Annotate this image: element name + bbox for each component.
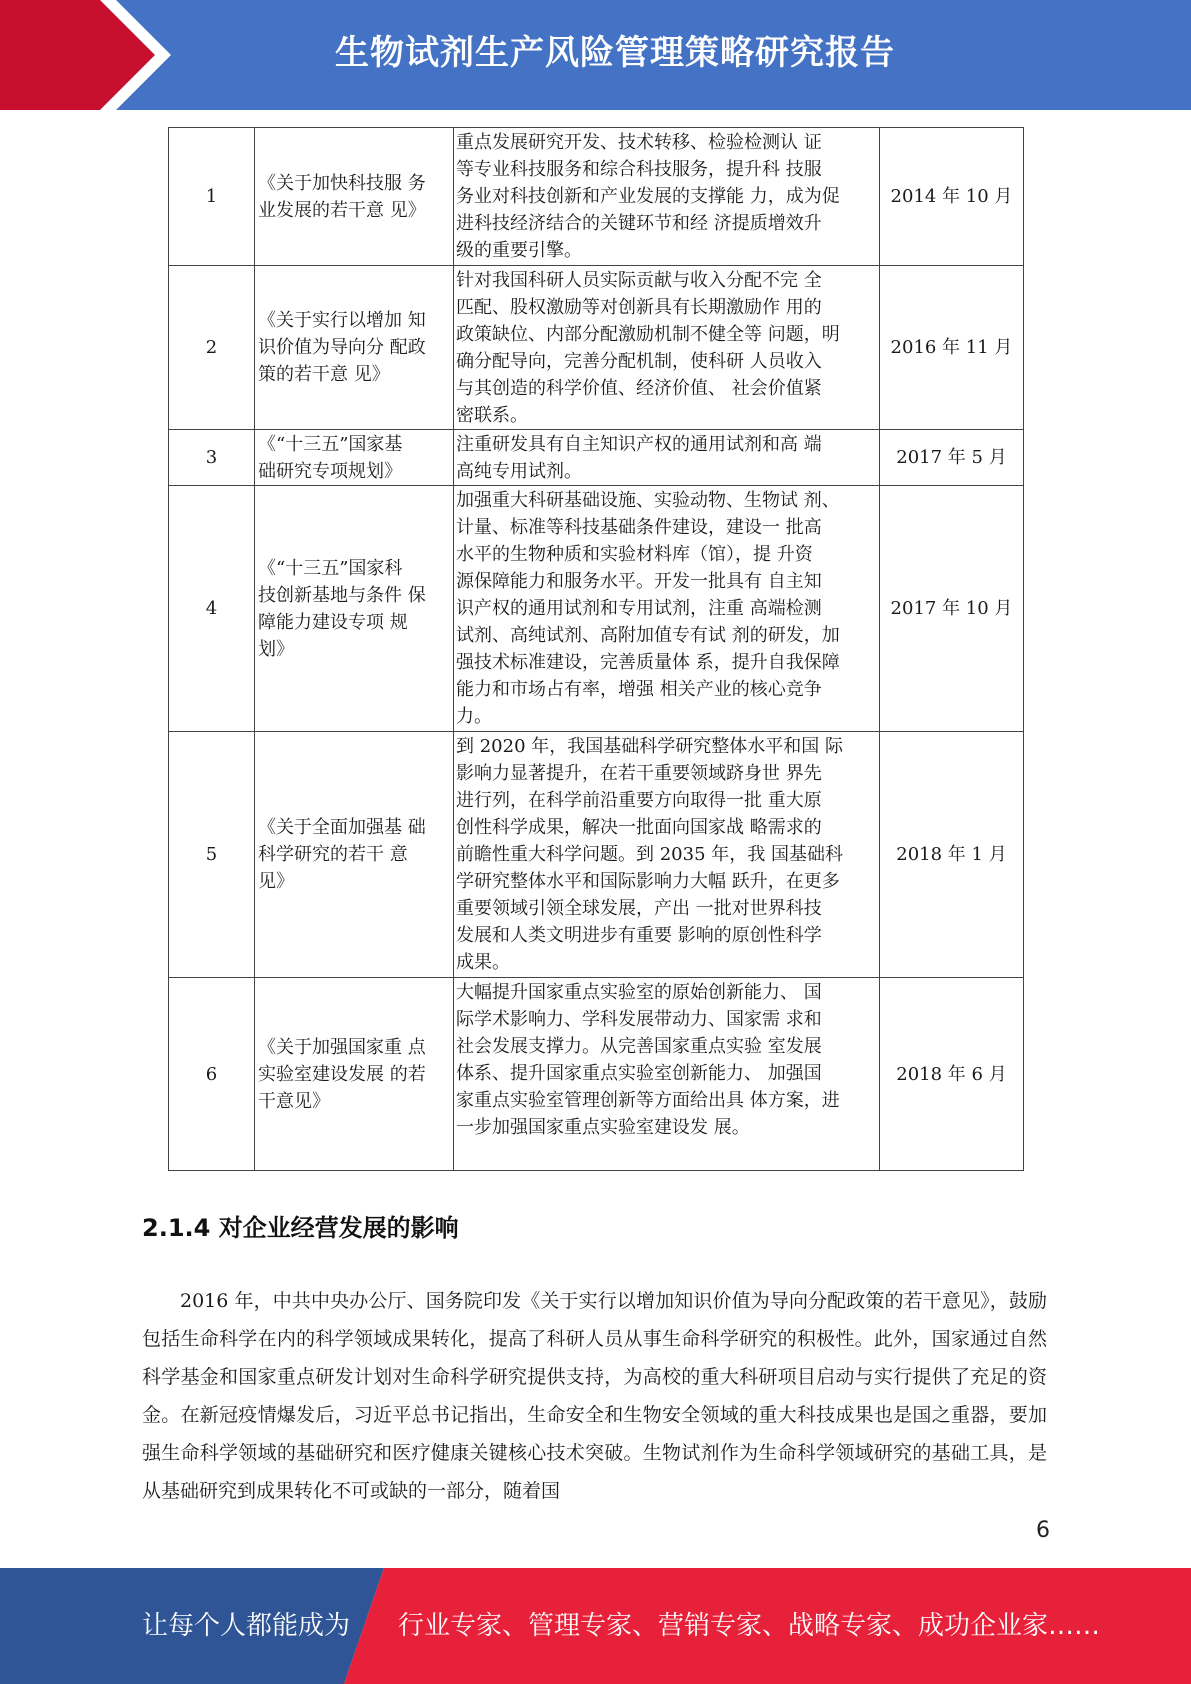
policy-name-line: 《关于加强国家重 点 [258,1036,426,1058]
policy-name-cell [255,486,454,732]
policy-content-line: 识产权的通用试剂和专用试剂，注重 高端检测 [456,598,822,619]
page-number: 6 [1036,1518,1050,1543]
policy-content-line: 针对我国科研人员实际贡献与收入分配不完 全 [456,270,822,291]
policy-content-line: 学研究整体水平和国际影响力大幅 跃升，在更多 [456,871,840,892]
policy-content-line: 到 2020 年，我国基础科学研究整体水平和国 际 [456,736,843,757]
policy-content-line: 试剂、高纯试剂、高附加值专有试 剂的研发，加 [456,625,840,646]
policy-content-line: 计量、标准等科技基础条件建设，建设一 批高 [456,517,822,538]
policy-date-cell: 2016 年 11 月 [880,266,1024,430]
policy-content-line: 重点发展研究开发、技术转移、检验检测认 证 [456,132,822,153]
policy-content-line: 注重研发具有自主知识产权的通用试剂和高 端 [456,434,822,455]
policy-content-line: 家重点实验室管理创新等方面给出具 体方案，进 [456,1090,840,1111]
policy-date-cell: 2018 年 6 月 [880,978,1024,1171]
policy-name-line: 《“十三五”国家基 [258,433,403,455]
page-header [0,0,1191,110]
policy-name-cell [255,430,454,486]
header-arrow-decoration [0,0,300,110]
policy-content-cell [454,128,880,266]
policy-content-line: 发展和人类文明进步有重要 影响的原创性科学 [456,925,822,946]
policy-name-line: 干意见》 [258,1090,330,1112]
policy-date-cell: 2017 年 10 月 [880,486,1024,732]
policy-content-cell [454,978,880,1171]
policy-name-cell [255,732,454,978]
policy-content-line: 体系、提升国家重点实验室创新能力、 加强国 [456,1063,822,1084]
policy-name-line: 识价值为导向分 配政 [258,337,426,358]
policy-content-line: 创性科学成果，解决一批面向国家战 略需求的 [456,817,822,838]
policy-content-cell [454,266,880,430]
policy-content-line: 影响力显著提升，在若干重要领域跻身世 界先 [456,763,822,784]
table-row [169,732,1024,978]
table-row [169,978,1024,1171]
policy-name-cell [255,266,454,430]
policy-content-line: 成果。 [456,952,510,973]
policy-content-line: 能力和市场占有率，增强 相关产业的核心竞争 [456,679,822,700]
policy-content-cell [454,486,880,732]
policy-content-line: 加强重大科研基础设施、实验动物、生物试 剂、 [456,490,840,511]
table-row [169,430,1024,486]
policy-content-line: 强技术标准建设，完善质量体 系，提升自我保障 [456,652,840,673]
policy-name-line: 见》 [258,871,294,892]
row-number-cell: 2 [169,266,255,430]
policy-content-line: 务业对科技创新和产业发展的支撑能 力，成为促 [456,186,840,207]
policy-name-line: 划》 [258,638,294,660]
page-footer [0,1568,1191,1684]
policy-table-body [169,128,1024,1171]
footer-slogan-left: 让每个人都能成为 [142,1611,351,1641]
policy-content-line: 前瞻性重大科学问题。到 2035 年，我 国基础科 [456,844,843,865]
policy-name-line: 《关于实行以增加 知 [258,310,426,331]
policy-name-line: 实验室建设发展 的若 [258,1063,426,1085]
body-paragraph: 2016 年，中共中央办公厅、国务院印发《关于实行以增加知识价值为导向分配政策的若干意见》，鼓励包括生命科学在内的科学领域成果转化，提高了科研人员从事生命科学研究的积极性。此外，国家通过自然科学基金和国家重点研发计划对生命科学研究提供支持，为高校的重大科研项目启动与实行提供了充足的资金。在新冠疫情爆发后，习近平总书记指出，生命安全和生物安全领域的重大科技成果也是国之重器，要加强生命科学领域的基础研究和医疗健康关键核心技术突破。生物试剂作为生命科学领域研究的基础工具，是从基础研究到成果转化不可或缺的一部分，随着国 [142,1290,1047,1502]
policy-content-line: 源保障能力和服务水平。开发一批具有 自主知 [456,571,822,592]
policy-date-cell: 2018 年 1 月 [880,732,1024,978]
policy-name-cell [255,128,454,266]
policy-content-cell [454,430,880,486]
footer-slogan-right: 行业专家、管理专家、营销专家、战略专家、成功企业家…… [398,1611,1101,1641]
policy-name-line: 业发展的若干意 见》 [258,199,426,221]
policy-content-line: 高纯专用试剂。 [456,461,582,482]
policy-name-line: 技创新基地与条件 保 [258,584,426,606]
policy-content-line: 际学术影响力、学科发展带动力、国家需 求和 [456,1009,822,1030]
policy-name-line: 《关于全面加强基 础 [258,817,426,838]
policy-content-cell [454,732,880,978]
policy-name-cell [255,978,454,1171]
policy-table [168,127,1024,1171]
table-row [169,486,1024,732]
header-title: 生物试剂生产风险管理策略研究报告 [335,33,895,73]
policy-date-cell: 2014 年 10 月 [880,128,1024,266]
row-number-cell: 4 [169,486,255,732]
policy-name-line: 《“十三五”国家科 [258,557,403,579]
section-heading: 2.1.4 对企业经营发展的影响 [142,1214,459,1242]
policy-content-line: 密联系。 [456,405,528,426]
policy-content-line: 进科技经济结合的关键环节和经 济提质增效升 [456,213,822,234]
policy-content-line: 力。 [456,706,492,727]
policy-name-line: 础研究专项规划》 [258,460,402,482]
policy-name-line: 策的若干意 见》 [258,364,390,385]
policy-name-line: 科学研究的若干 意 [258,844,408,865]
row-number-cell: 6 [169,978,255,1171]
policy-content-line: 进行列，在科学前沿重要方向取得一批 重大原 [456,790,822,811]
row-number-cell: 5 [169,732,255,978]
table-row [169,128,1024,266]
policy-name-line: 《关于加快科技服 务 [258,172,426,194]
policy-content-line: 与其创造的科学价值、经济价值、 社会价值紧 [456,378,822,399]
row-number-cell: 1 [169,128,255,266]
policy-content-line: 水平的生物种质和实验材料库（馆），提 升资 [456,544,813,565]
policy-content-line: 匹配、股权激励等对创新具有长期激励作 用的 [456,297,822,318]
policy-content-line: 大幅提升国家重点实验室的原始创新能力、 国 [456,982,822,1003]
policy-content-line: 重要领域引领全球发展，产出 一批对世界科技 [456,898,822,919]
row-number-cell: 3 [169,430,255,486]
policy-date-cell: 2017 年 5 月 [880,430,1024,486]
policy-content-line: 社会发展支撑力。从完善国家重点实验 室发展 [456,1036,822,1057]
policy-content-line: 一步加强国家重点实验室建设发 展。 [456,1117,750,1138]
table-row [169,266,1024,430]
policy-content-line: 级的重要引擎。 [456,240,582,261]
policy-content-line: 政策缺位、内部分配激励机制不健全等 问题，明 [456,324,840,345]
policy-content-line: 等专业科技服务和综合科技服务，提升科 技服 [456,159,822,180]
policy-name-line: 障能力建设专项 规 [258,611,408,633]
policy-content-line: 确分配导向，完善分配机制，使科研 人员收入 [456,351,822,372]
